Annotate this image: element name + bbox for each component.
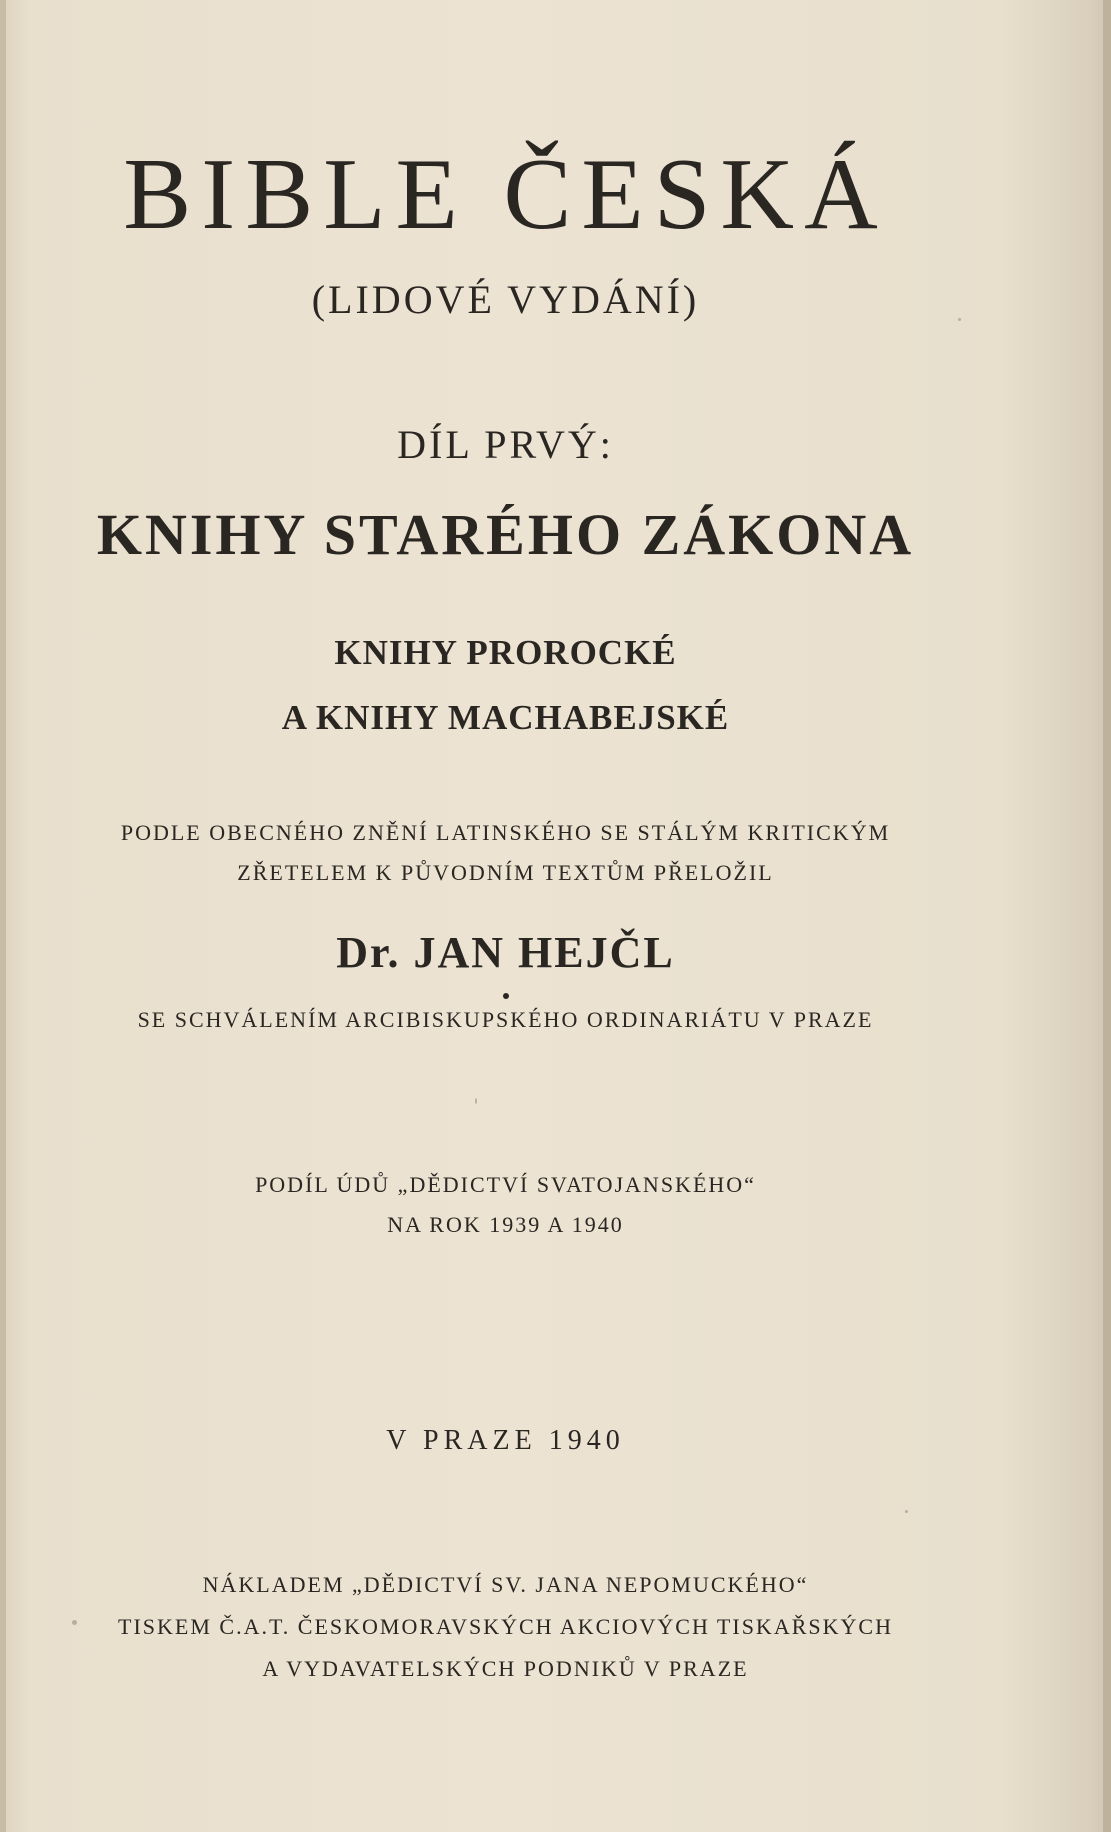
books-line-1: KNIHY PROROCKÉ bbox=[334, 633, 677, 672]
main-title: BIBLE ČESKÁ bbox=[123, 138, 888, 251]
part-title: KNIHY STARÉHO ZÁKONA bbox=[96, 502, 915, 567]
translation-note-line-2: ZŘETELEM K PŮVODNÍM TEXTŮM PŘELOŽIL bbox=[237, 860, 774, 885]
paper-speck bbox=[958, 318, 961, 321]
approval-note: SE SCHVÁLENÍM ARCIBISKUPSKÉHO ORDINARIÁTU V PRAZE bbox=[137, 1007, 874, 1032]
publisher-line-3: A VYDAVATELSKÝCH PODNIKŮ V PRAZE bbox=[262, 1656, 749, 1681]
publisher-line-2: TISKEM Č.A.T. ČESKOMORAVSKÝCH AKCIOVÝCH TISKAŘSKÝCH bbox=[118, 1614, 893, 1639]
publisher-line-1: NÁKLADEM „DĚDICTVÍ SV. JANA NEPOMUCKÉHO“ bbox=[202, 1572, 809, 1597]
books-line-2: A KNIHY MACHABEJSKÉ bbox=[281, 698, 730, 737]
ornament-dot bbox=[503, 993, 509, 999]
paper-speck bbox=[475, 1098, 477, 1104]
part-label: DÍL PRVÝ: bbox=[397, 422, 614, 467]
share-note-line-1: PODÍL ÚDŮ „DĚDICTVÍ SVATOJANSKÉHO“ bbox=[255, 1172, 756, 1197]
translation-note-line-1: PODLE OBECNÉHO ZNĚNÍ LATINSKÉHO SE STÁLÝM KRITICKÝM bbox=[120, 820, 891, 845]
share-note-line-2: NA ROK 1939 A 1940 bbox=[387, 1212, 624, 1237]
paper-speck bbox=[905, 1510, 908, 1513]
translator-name: Dr. JAN HEJČL bbox=[336, 928, 675, 977]
place-and-year: V PRAZE 1940 bbox=[386, 1425, 625, 1456]
paper-speck bbox=[72, 1620, 77, 1625]
subtitle: (LIDOVÉ VYDÁNÍ) bbox=[311, 277, 700, 322]
